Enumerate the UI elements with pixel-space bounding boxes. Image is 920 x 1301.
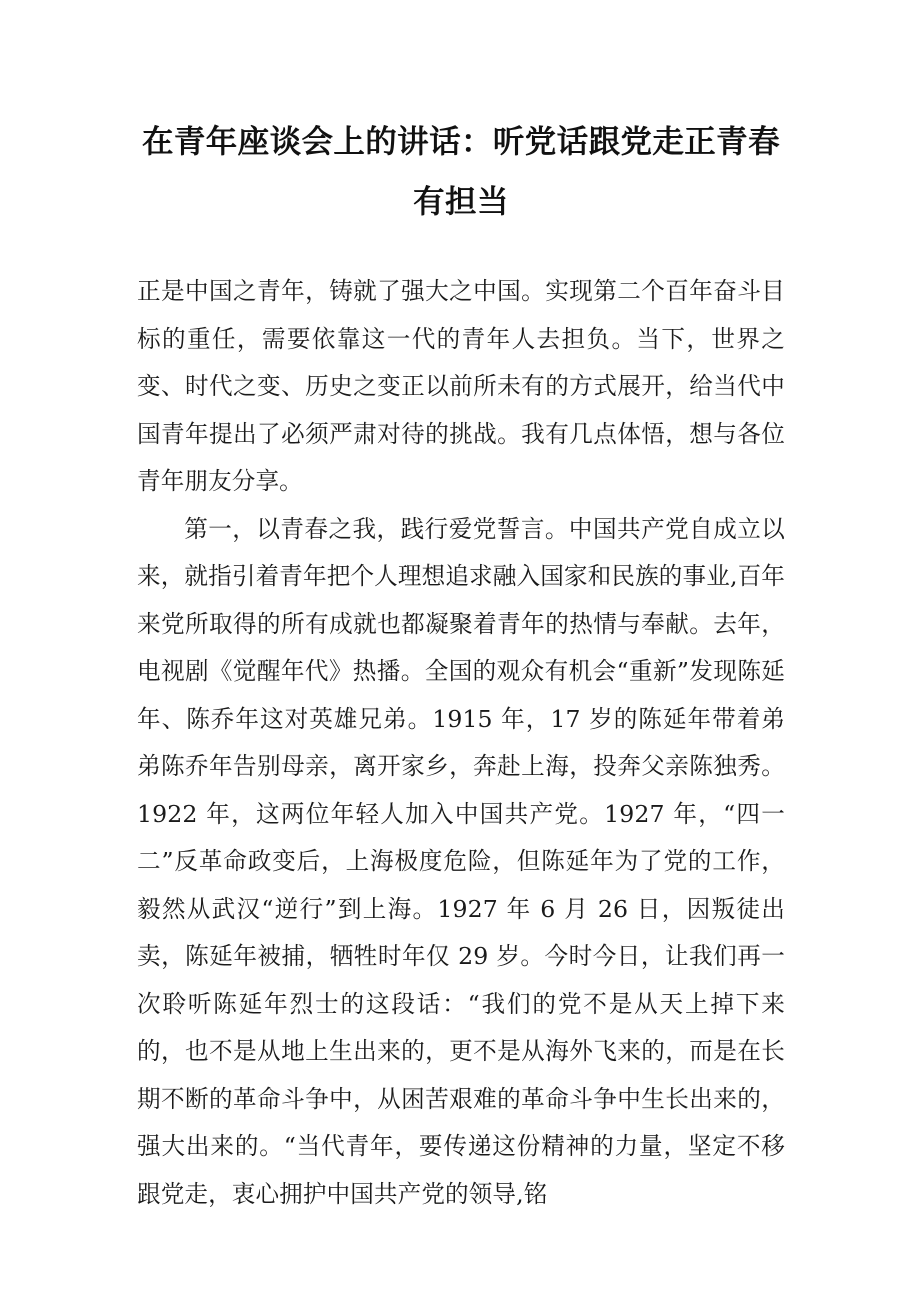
- document-content-column: [137, 0, 785, 1218]
- document-title: 在青年座谈会上的讲话：听党话跟党走正青春有担当: [141, 123, 780, 220]
- body-paragraph-1: 正是中国之青年，铸就了强大之中国。实现第二个百年奋斗目标的重任，需要依靠这一代的青年人去担负。当下，世界之变、时代之变、历史之变正以前所未有的方式展开，给当代中国青年提出了必须严肃对待的挑战。我有几点体悟，想与各位青年朋友分享。: [137, 277, 785, 495]
- document-body: [137, 232, 785, 1218]
- body-paragraph-2: 第一，以青春之我，践行爱党誓言。中国共产党自成立以来，就指引着青年把个人理想追求融入国家和民族的事业,百年来党所取得的所有成就也都凝聚着青年的热情与奉献。去年，电视剧《觉醒年代》热播。全国的观众有机会“重新”发现陈延年、陈乔年这对英雄兄弟。1915 年，17 岁的陈延年带着弟弟陈乔年告别母亲，离开家乡，奔赴上海，投奔父亲陈独秀。1922 年，这两位年轻人加入中国共产党。1927 年，“四一二”反革命政变后，上海极度危险，但陈延年为了党的工作，毅然从武汉“逆行”到上海。1927 年 6 月 26 日，因叛徒出卖，陈延年被捕，牺牲时年仅 29 岁。今时今日，让我们再一次聆听陈延年烈士的这段话：“我们的党不是从天上掉下来的，也不是从地上生出来的，更不是从海外飞来的，而是在长期不断的革命斗争中，从困苦艰难的革命斗争中生长出来的，强大出来的。“当代青年，要传递这份精神的力量，坚定不移跟党走，衷心拥护中国共产党的领导,铭: [137, 514, 785, 1208]
